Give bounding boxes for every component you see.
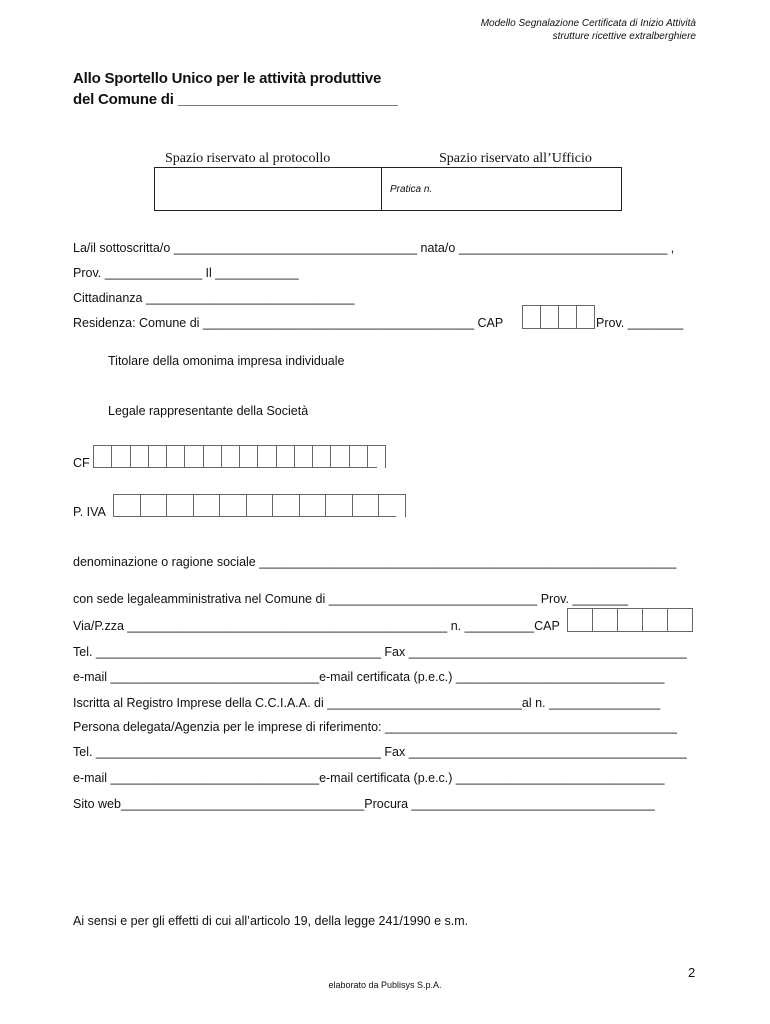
street-cap-boxes[interactable] [567,608,693,632]
delegate-line[interactable]: Persona delegata/Agenzia per le imprese di riferimento: __________________________________________ [73,720,677,734]
residence-cap-boxes[interactable] [522,305,595,329]
footer-credit: elaborato da Publisys S.p.A. [328,980,442,990]
cf-label: CF [73,456,90,470]
option-individual[interactable]: Titolare della omonima impresa individuale [108,354,345,368]
reserved-box-divider [381,168,382,210]
protocol-label: Spazio riservato al protocollo [165,151,331,166]
office-label: Spazio riservato all’Ufficio [439,151,592,166]
residence-line[interactable]: Residenza: Comune di _______________________________________ CAP [73,316,504,330]
email-line-2[interactable]: e-mail ______________________________e-mail certificata (p.e.c.) ______________________________ [73,771,665,785]
registry-line[interactable]: Iscritta al Registro Imprese della C.C.I.A.A. di ____________________________al n. ________________ [73,696,661,710]
reserved-box [154,167,622,211]
law-reference: Ai sensi e per gli effetti di cui all’articolo 19, della legge 241/1990 e s.m. [73,914,469,928]
page-number: 2 [688,965,696,980]
citizenship-line[interactable]: Cittadinanza ______________________________ [73,291,355,305]
cf-underline [93,467,377,468]
title-line-2: del Comune di ___________________________ [73,91,398,108]
pratica-label: Pratica n. [390,184,433,195]
tel-fax-line-2[interactable]: Tel. _________________________________________ Fax ________________________________________ [73,745,687,759]
residence-prov-line[interactable]: Prov. ________ [596,316,684,330]
header-line-1: Modello Segnalazione Certificata di Inizio Attività [480,18,696,29]
tel-fax-line-1[interactable]: Tel. _________________________________________ Fax ________________________________________ [73,645,687,659]
denomination-line[interactable]: denominazione o ragione sociale ____________________________________________________________ [73,555,677,569]
option-legal-rep[interactable]: Legale rappresentante della Società [108,404,309,418]
cf-boxes[interactable] [93,445,386,468]
website-line[interactable]: Sito web___________________________________Procura ___________________________________ [73,797,655,811]
document-header [481,17,696,43]
title-line-1: Allo Sportello Unico per le attività produttive [73,70,382,87]
seat-line[interactable]: con sede legaleamministrativa nel Comune di ______________________________ Prov. ________ [73,592,629,606]
subscriber-line[interactable]: La/il sottoscritta/o ___________________________________ nata/o ______________________________ , [73,241,675,255]
header-line-2: strutture ricettive extralberghiere [552,31,696,42]
street-line[interactable]: Via/P.zza ______________________________________________ n. __________CAP [73,619,560,633]
piva-boxes[interactable] [113,494,406,517]
piva-underline [113,516,396,517]
prov-date-line[interactable]: Prov. ______________ Il ____________ [73,266,299,280]
email-line-1[interactable]: e-mail ______________________________e-mail certificata (p.e.c.) ______________________________ [73,670,665,684]
piva-label: P. IVA [73,505,106,519]
